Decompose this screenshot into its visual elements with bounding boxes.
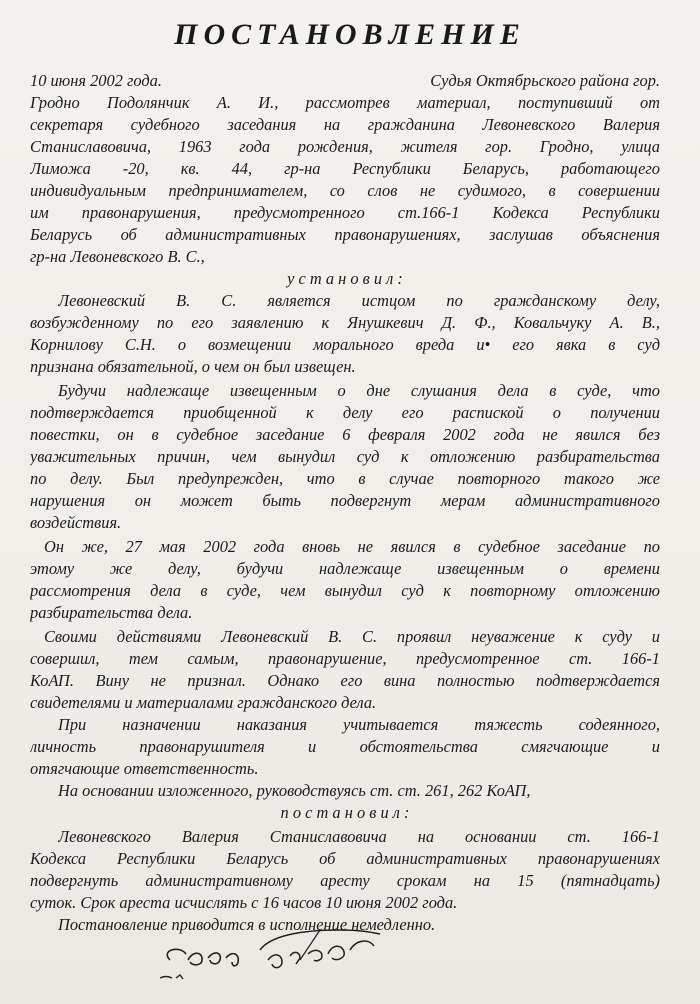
handwritten-signature [150, 920, 390, 990]
text-line: этому же делу, будучи надлежаще извещенным о времени [30, 559, 660, 578]
text-line: КоАП. Вину не признал. Однако его вина полностью подтверждается [30, 671, 660, 690]
text-line: Беларусь об административных правонарушениях, заслушав объяснения [30, 225, 660, 244]
judge-intro: Судья Октябрьского района гор. [430, 71, 660, 90]
text-line: совершил, тем самым, правонарушение, предусмотренное ст. 166-1 [30, 649, 660, 668]
text-line: секретаря судебного заседания на гражданина Левоневского Валерия [30, 115, 660, 134]
section-heading-postanovil: п о с т а н о в и л : [280, 803, 410, 822]
text-line: Гродно Подолянчик А. И., рассмотрев материал, поступивший от [30, 93, 660, 112]
text-line: Станиславовича, 1963 года рождения, жителя гор. Гродно, улица [30, 137, 660, 156]
text-line: признана обязательной, о чем он был извещен. [30, 357, 356, 376]
text-line: повестки, он в судебное заседание 6 февраля 2002 года не явился без [30, 425, 660, 444]
date-line [30, 70, 660, 92]
text-line: Он же, 27 мая 2002 года вновь не явился в судебное заседание по [44, 537, 660, 556]
text-line: подтверждается приобщенной к делу его распиской о получении [30, 403, 660, 422]
text-line: возбужденному по его заявлению к Янушкевич Д. Ф., Ковальчуку А. В., [30, 313, 660, 332]
text-line: рассмотрения дела в суде, чем вынудил суд к повторному отложению [30, 581, 660, 600]
text-line: нарушения он может быть подвергнут мерам административного [30, 491, 660, 510]
text-line: свидетелями и материалами гражданского дела. [30, 693, 377, 712]
text-line: Лиможа -20, кв. 44, гр-на Республики Беларусь, работающего [30, 159, 660, 178]
text-line: Левоневский В. С. является истцом по гражданскому делу, [58, 291, 660, 310]
text-line: Своими действиями Левоневский В. С. проявил неуважение к суду и [44, 627, 660, 646]
text-line: индивидуальным предпринимателем, со слов не судимого, в совершении [30, 181, 660, 200]
text-line: отягчающие ответственность. [30, 759, 259, 778]
document-date: 10 июня 2002 года. [30, 71, 162, 90]
text-line: При назначении наказания учитывается тяжесть содеянного, [58, 715, 660, 734]
text-line: воздействия. [30, 513, 122, 532]
text-line: Постановление приводится в исполнение немедленно. [58, 915, 436, 934]
text-line: Кодекса Республики Беларусь об административных правонарушениях [30, 849, 660, 868]
text-line: Корнилову С.Н. о возмещении морального вреда и• его явка в суд [30, 335, 660, 354]
text-line: суток. Срок ареста исчислять с 16 часов 10 июня 2002 года. [30, 893, 458, 912]
document-title: ПОСТАНОВЛЕНИЕ [174, 18, 526, 51]
section-heading-ustanovil: у с т а н о в и л : [287, 269, 403, 288]
text-line: подвергнуть административному аресту срокам на 15 (пятнадцать) [30, 871, 660, 890]
signature-scribble [150, 920, 390, 990]
text-line: Будучи надлежаще извещенным о дне слушания дела в суде, что [58, 381, 660, 400]
text-line: На основании изложенного, руководствуясь ст. ст. 261, 262 КоАП, [58, 781, 531, 800]
text-line: уважительных причин, чем вынудил суд к отложению разбирательства [30, 447, 660, 466]
text-line: по делу. Был предупрежден, что в случае повторного такого же [30, 469, 660, 488]
text-line: им правонарушения, предусмотренного ст.166-1 Кодекса Республики [30, 203, 660, 222]
text-line: личность правонарушителя и обстоятельства смягчающие и [30, 737, 660, 756]
text-line: разбирательства дела. [30, 603, 193, 622]
text-line: гр-на Левоневского В. С., [30, 247, 205, 266]
text-line: Левоневского Валерия Станиславовича на основании ст. 166-1 [58, 827, 660, 846]
